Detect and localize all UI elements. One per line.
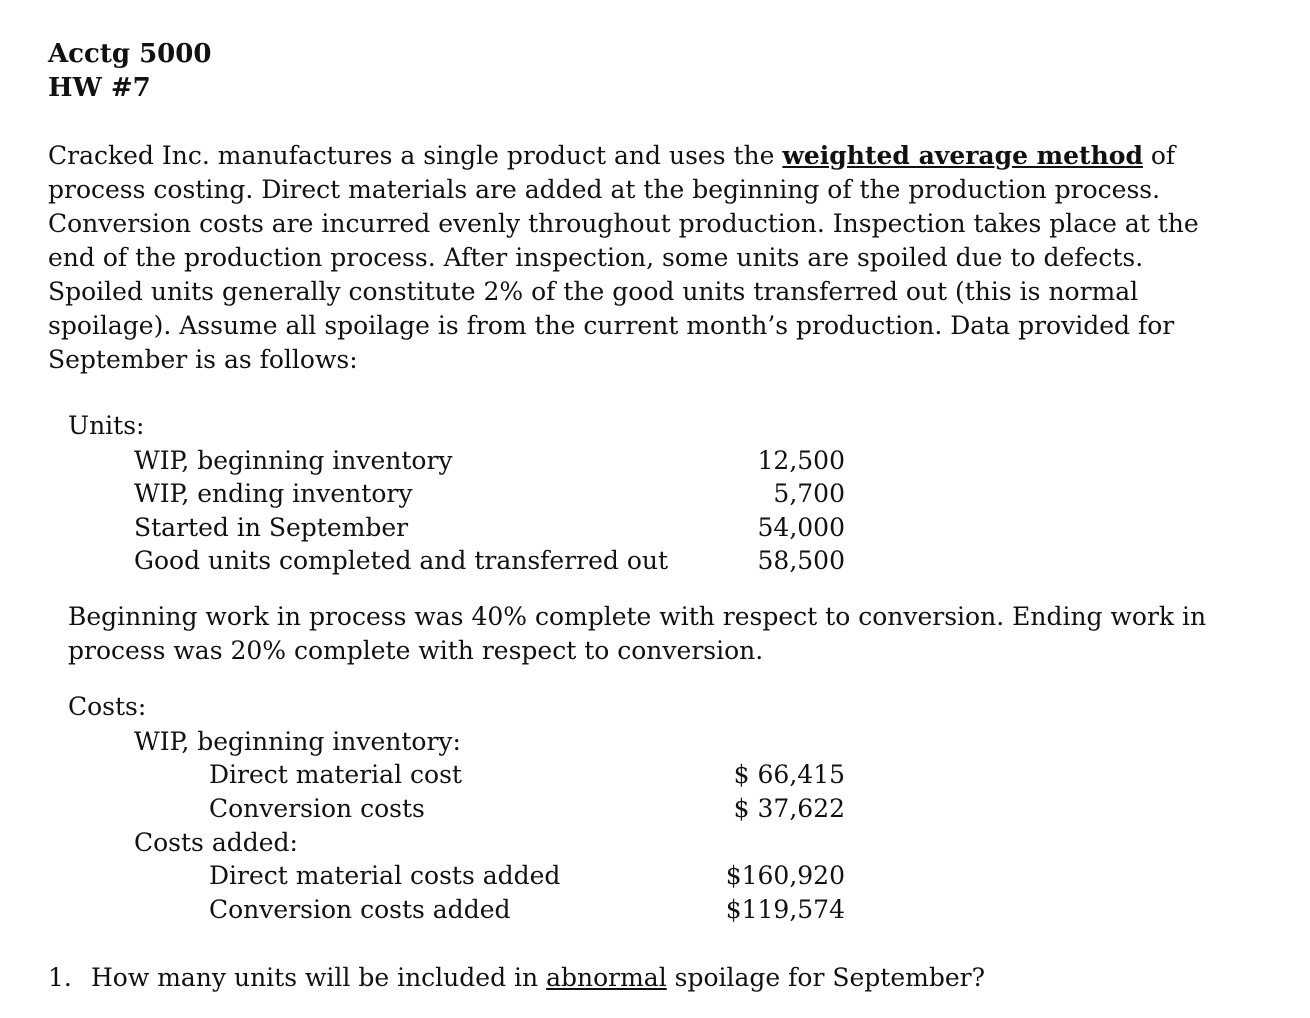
cost-row-label: Conversion costs xyxy=(209,794,425,823)
units-row-value: 58,500 xyxy=(757,546,845,575)
weighted-average-emphasis: weighted average method xyxy=(782,141,1143,170)
completion-paragraph xyxy=(68,600,1288,668)
cost-row-label: Conversion costs added xyxy=(209,895,511,924)
costs-added-heading: Costs added: xyxy=(134,828,298,857)
beginning-inventory-heading: WIP, beginning inventory: xyxy=(134,727,461,756)
intro-line-1: Cracked Inc. manufactures a single product and uses the weighted average method of xyxy=(48,141,1176,170)
completion-line-1: Beginning work in process was 40% complete with respect to conversion. Ending work in xyxy=(68,602,1207,631)
units-row-value: 5,700 xyxy=(773,479,845,508)
cost-row-value: $119,574 xyxy=(725,895,845,924)
intro-line-5: Spoiled units generally constitute 2% of the good units transferred out (this is normal xyxy=(48,277,1139,306)
intro-paragraph xyxy=(48,139,1278,377)
assignment-title: HW #7 xyxy=(48,73,151,103)
units-row-label: WIP, ending inventory xyxy=(134,479,413,508)
completion-line-2: process was 20% complete with respect to conversion. xyxy=(68,636,764,665)
units-heading: Units: xyxy=(68,411,145,440)
units-row-label: WIP, beginning inventory xyxy=(134,446,453,475)
cost-row-label: Direct material costs added xyxy=(209,861,561,890)
cost-row-value: $ 66,415 xyxy=(733,760,845,789)
cost-row-value: $160,920 xyxy=(725,861,845,890)
intro-line-4: end of the production process. After inspection, some units are spoiled due to defects. xyxy=(48,243,1144,272)
abnormal-emphasis: abnormal xyxy=(546,963,667,992)
cost-row-label: Direct material cost xyxy=(209,760,462,789)
units-row-value: 12,500 xyxy=(757,446,845,475)
question-number: 1. xyxy=(48,963,72,992)
intro-line-2: process costing. Direct materials are added at the beginning of the production process. xyxy=(48,175,1161,204)
units-row-value: 54,000 xyxy=(757,513,845,542)
costs-heading: Costs: xyxy=(68,692,147,721)
units-row-label: Started in September xyxy=(134,513,409,542)
intro-line-6: spoilage). Assume all spoilage is from the current month’s production. Data provided for xyxy=(48,311,1175,340)
question-text: How many units will be included in abnormal spoilage for September? xyxy=(91,963,986,992)
cost-row-value: $ 37,622 xyxy=(733,794,845,823)
course-title: Acctg 5000 xyxy=(48,39,212,69)
units-row-label: Good units completed and transferred out xyxy=(134,546,669,575)
intro-line-3: Conversion costs are incurred evenly throughout production. Inspection takes place at the xyxy=(48,209,1199,238)
intro-line-7: September is as follows: xyxy=(48,345,358,374)
